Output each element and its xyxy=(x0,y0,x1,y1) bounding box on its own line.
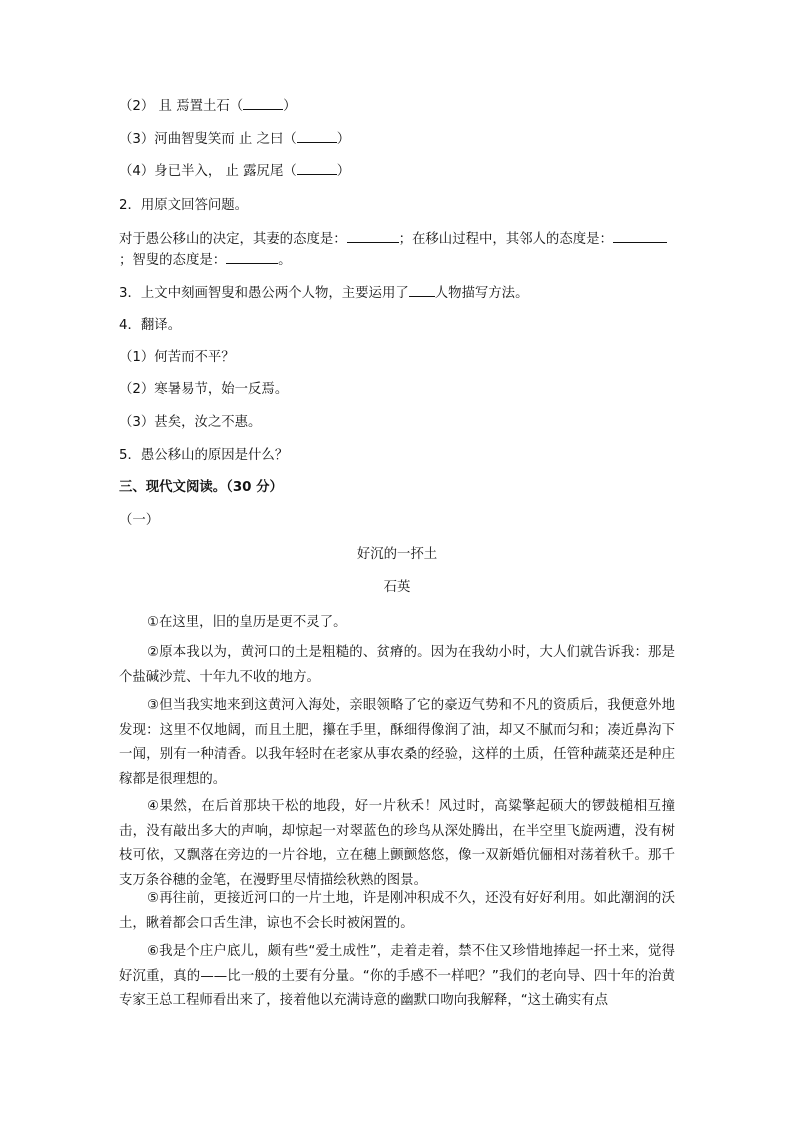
answer-blank[interactable] xyxy=(243,96,283,110)
question-1-3-close: ） xyxy=(336,132,351,147)
article-paragraph-2: ②原本我以为，黄河口的土是粗糙的、贫瘠的。因为在我幼小时，大人们就告诉我：那是个盐碱沙荒、十年九不收的地方。 xyxy=(119,645,675,685)
question-2-zhisou-label: ；智叟的态度是： xyxy=(119,253,227,268)
question-1-4-close: ） xyxy=(336,164,351,179)
question-2-end: 。 xyxy=(278,253,292,268)
question-1-4 xyxy=(119,161,350,182)
article-author: 石英 xyxy=(383,580,411,595)
question-1-2-text: （2） 且 焉置土石（ xyxy=(119,99,244,114)
article-paragraph-5: ⑤再往前，更接近河口的一片土地，许是刚冲积成不久，还没有好好利用。如此潮润的沃土，瞅着都会口舌生津，谅也不会长时被闲置的。 xyxy=(119,891,675,931)
article-paragraph-6: ⑥我是个庄户底儿，颇有些“爱土成性”，走着走着，禁不住又珍惜地捧起一抔土来，觉得好沉重，真的——比一般的土要有分量。“你的手感不一样吧？”我们的老向导、四十年的治黄专家王总工程师看出来了，接着他以充满诗意的幽默口吻向我解释，“这土确实有点 xyxy=(119,944,675,1008)
question-5: 5．愚公移山的原因是什么？ xyxy=(119,448,289,463)
answer-blank[interactable] xyxy=(297,161,337,175)
article-paragraph-4: ④果然，在后首那块干松的地段，好一片秋禾！风过时，高粱擎起硕大的锣鼓槌相互撞击，没有敲出多大的声响，却惊起一对翠蓝色的珍鸟从深处腾出，在半空里飞旋两遭，没有树枝可依，又飘落在旁边的一片谷地，立在穗上颤颤悠悠，像一双新婚伉俪相对荡着秋千。那千支万条谷穗的金笔，在漫野里尽情描绘秋熟的图景。 xyxy=(119,799,675,888)
question-1-3-text: （3）河曲智叟笑而 止 之曰（ xyxy=(119,132,297,147)
question-1-4-text: （4）身已半入， 止 露尻尾（ xyxy=(119,164,297,179)
answer-blank[interactable] xyxy=(409,283,435,297)
question-1-3 xyxy=(119,129,350,150)
question-3-end: 人物描写方法。 xyxy=(434,286,529,301)
question-1-2-close: ） xyxy=(283,99,297,114)
section-3-part: （一） xyxy=(119,513,160,528)
question-3-text: 3．上文中刻画智叟和愚公两个人物，主要运用了 xyxy=(119,286,409,301)
question-2-line-1 xyxy=(119,229,667,250)
article-paragraph-1: ①在这里，旧的皇历是更不灵了。 xyxy=(147,615,347,630)
answer-blank[interactable] xyxy=(347,229,399,243)
section-3-heading: 三、现代文阅读。（30 分） xyxy=(119,480,283,495)
answer-blank[interactable] xyxy=(613,229,667,243)
question-2-neighbor-label: ；在移山过程中，其邻人的态度是： xyxy=(398,232,613,247)
question-2-title: 2．用原文回答问题。 xyxy=(119,198,249,213)
article-title: 好沉的一抔土 xyxy=(356,547,438,562)
question-1-2 xyxy=(119,96,297,117)
question-2-wife-label: 对于愚公移山的决定，其妻的态度是： xyxy=(119,232,347,247)
question-2-line-2 xyxy=(119,250,292,271)
answer-blank[interactable] xyxy=(226,250,278,264)
question-4-2: （2）寒暑易节，始一反焉。 xyxy=(119,382,289,397)
article-paragraph-3: ③但当我实地来到这黄河入海处，亲眼领略了它的豪迈气势和不凡的资质后，我便意外地发现：这里不仅地阔，而且土肥，攥在手里，酥细得像润了油，却又不腻而匀和；凑近鼻沟下一闻，别有一种清香。以我年轻时在老家从事农桑的经验，这样的土质，任管种蔬菜还是种庄稼都是很理想的。 xyxy=(119,698,675,787)
question-3 xyxy=(119,283,528,304)
answer-blank[interactable] xyxy=(297,129,337,143)
question-4-1: （1）何苦而不平？ xyxy=(119,350,235,365)
question-4-title: 4．翻译。 xyxy=(119,318,182,333)
question-4-3: （3）甚矣，汝之不惠。 xyxy=(119,415,262,430)
